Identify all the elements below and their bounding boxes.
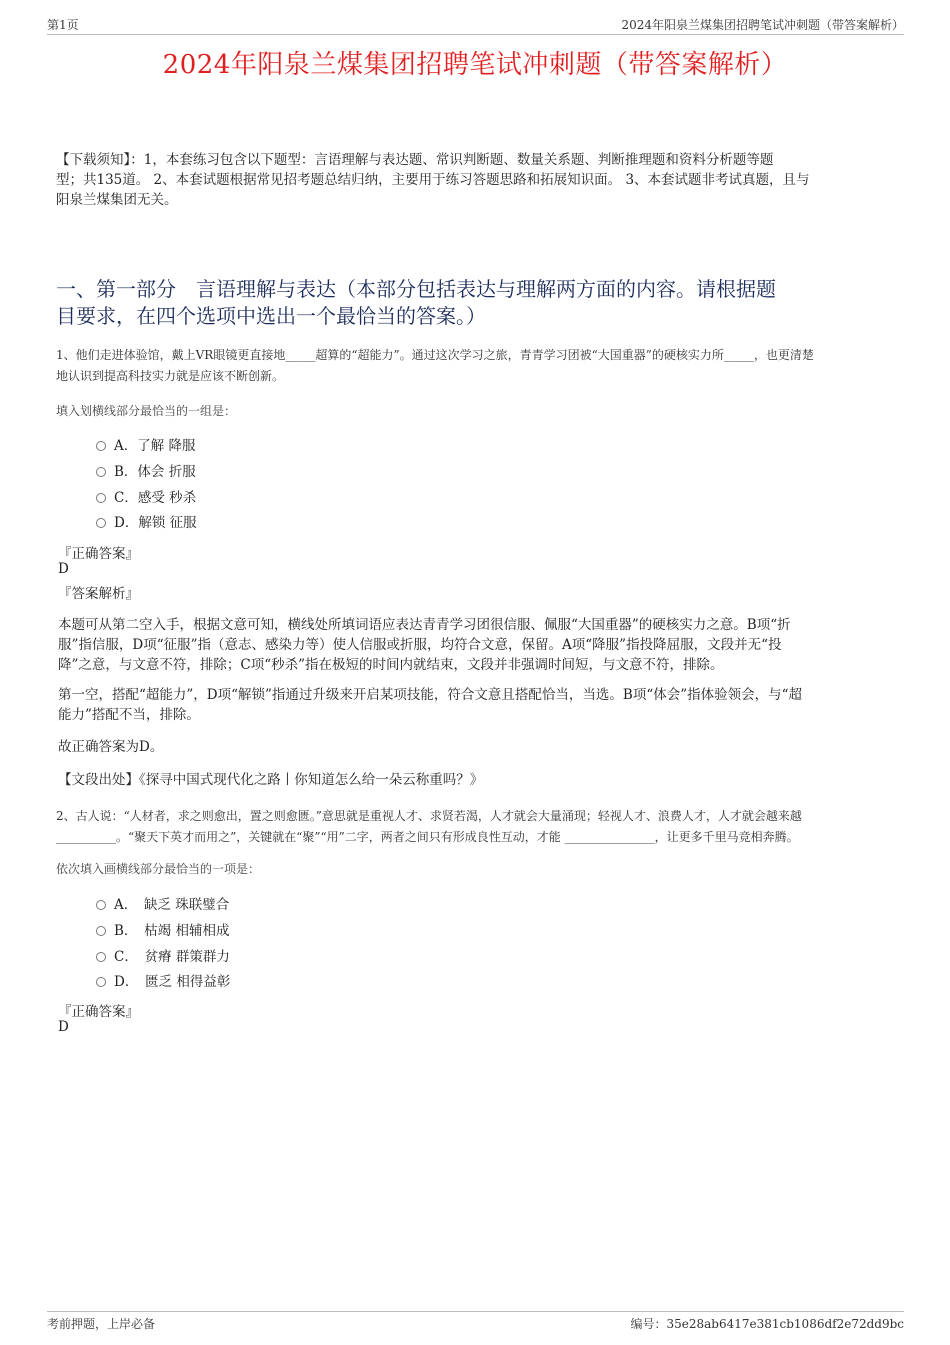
- question-1-prompt: 填入划横线部分最恰当的一组是：: [56, 404, 237, 418]
- analysis-paragraph: [58, 615, 888, 675]
- q1-option-a[interactable]: [96, 436, 196, 456]
- radio-icon[interactable]: [96, 518, 106, 528]
- notice-line: 型；共135道。 2、本套试题根据常见招考题总结归纳，主要用于练习答题思路和拓展知识面。 3、本套试题非考试真题，且与: [56, 172, 810, 188]
- q2-option-a[interactable]: [96, 895, 229, 915]
- q2-option-c[interactable]: [96, 947, 230, 967]
- section-heading-line: 目要求，在四个选项中选出一个最恰当的答案。）: [56, 304, 486, 328]
- analysis-line: 降”之意，与文意不符，排除；C项“秒杀”指在极短的时间内就结束，文段并非强调时间短，与文意不符，排除。: [58, 657, 724, 673]
- section-heading: [56, 276, 896, 330]
- radio-icon[interactable]: [96, 441, 106, 451]
- question-2-prompt: 依次填入画横线部分最恰当的一项是：: [56, 862, 261, 876]
- answer-label: 『正确答案』: [58, 1004, 139, 1020]
- question-1-stem: [56, 345, 898, 387]
- page-header: [47, 14, 904, 35]
- source-citation: 【文段出处】《探寻中国式现代化之路丨你知道怎么给一朵云称重吗？》: [58, 772, 484, 788]
- footer-doc-id: 编号：35e28ab6417e381cb1086df2e72dd9bc: [630, 1317, 904, 1331]
- radio-icon[interactable]: [96, 900, 106, 910]
- download-notice: [56, 150, 898, 210]
- option-label: A．了解 降服: [114, 438, 196, 454]
- radio-icon[interactable]: [96, 467, 106, 477]
- option-label: D．解锁 征服: [114, 515, 197, 531]
- radio-icon[interactable]: [96, 926, 106, 936]
- question-line: __________。“聚天下英才而用之”，关键就在“聚”“用”二字，两者之间只有形成良性互动，才能 _______________，让更多千里马竞相奔腾。: [56, 830, 799, 844]
- question-line: 2、古人说：“人材者，求之则愈出，置之则愈匮。”意思就是重视人才、求贤若渴，人才就会大量涌现；轻视人才、浪费人才，人才就会越来越: [56, 809, 802, 823]
- analysis-label: 『答案解析』: [58, 586, 139, 602]
- answer-value: D: [58, 1019, 69, 1035]
- page-number: 第1页: [47, 18, 79, 32]
- document-title: 2024年阳泉兰煤集团招聘笔试冲刺题（带答案解析）: [162, 50, 788, 80]
- question-line: 地认识到提高科技实力就是应该不断创新。: [56, 369, 285, 383]
- header-doc-title: 2024年阳泉兰煤集团招聘笔试冲刺题（带答案解析）: [621, 18, 904, 32]
- option-label: C． 贫瘠 群策群力: [114, 949, 230, 965]
- radio-icon[interactable]: [96, 493, 106, 503]
- page-footer: [47, 1311, 904, 1336]
- q1-option-b[interactable]: [96, 462, 196, 482]
- question-2-stem: [56, 806, 898, 848]
- option-label: B．体会 折服: [114, 464, 196, 480]
- option-label: D． 匮乏 相得益彰: [114, 974, 231, 990]
- option-label: B． 枯竭 相辅相成: [114, 923, 230, 939]
- analysis-line: 服”指信服，D项“征服”指（意志、感染力等）使人信服或折服，均符合文意，保留。A项“降服”指投降屈服，文段并无“投: [58, 637, 782, 653]
- option-label: C．感受 秒杀: [114, 490, 197, 506]
- q2-option-d[interactable]: [96, 972, 230, 992]
- footer-slogan: 考前押题，上岸必备: [47, 1317, 156, 1331]
- analysis-line: 能力”搭配不当，排除。: [58, 707, 200, 723]
- analysis-paragraph: [58, 685, 888, 725]
- q2-option-b[interactable]: [96, 921, 229, 941]
- notice-line: 【下载须知】：1，本套练习包含以下题型：言语理解与表达题、常识判断题、数量关系题、判断推理题和资料分析题等题: [56, 152, 774, 168]
- answer-label: 『正确答案』: [58, 546, 139, 562]
- analysis-line: 第一空，搭配“超能力”，D项“解锁”指通过升级来开启某项技能，符合文意且搭配恰当，当选。B项“体会”指体验领会，与“超: [58, 687, 803, 703]
- question-line: 1、他们走进体验馆，戴上VR眼镜更直接地_____超算的“超能力”。通过这次学习之旅，青青学习团被“大国重器”的硬核实力所_____，也更清楚: [56, 348, 814, 362]
- notice-line: 阳泉兰煤集团无关。: [56, 192, 178, 208]
- radio-icon[interactable]: [96, 977, 106, 987]
- section-heading-line: 一、第一部分 言语理解与表达（本部分包括表达与理解两方面的内容。请根据题: [56, 277, 776, 301]
- option-label: A． 缺乏 珠联璧合: [114, 897, 230, 913]
- analysis-conclusion: 故正确答案为D。: [58, 739, 164, 755]
- q1-option-d[interactable]: [96, 513, 197, 533]
- q1-option-c[interactable]: [96, 488, 196, 508]
- radio-icon[interactable]: [96, 952, 106, 962]
- answer-value: D: [58, 561, 69, 577]
- analysis-line: 本题可从第二空入手，根据文意可知，横线处所填词语应表达青青学习团很信服、佩服“大国重器”的硬核实力之意。B项“折: [58, 617, 791, 633]
